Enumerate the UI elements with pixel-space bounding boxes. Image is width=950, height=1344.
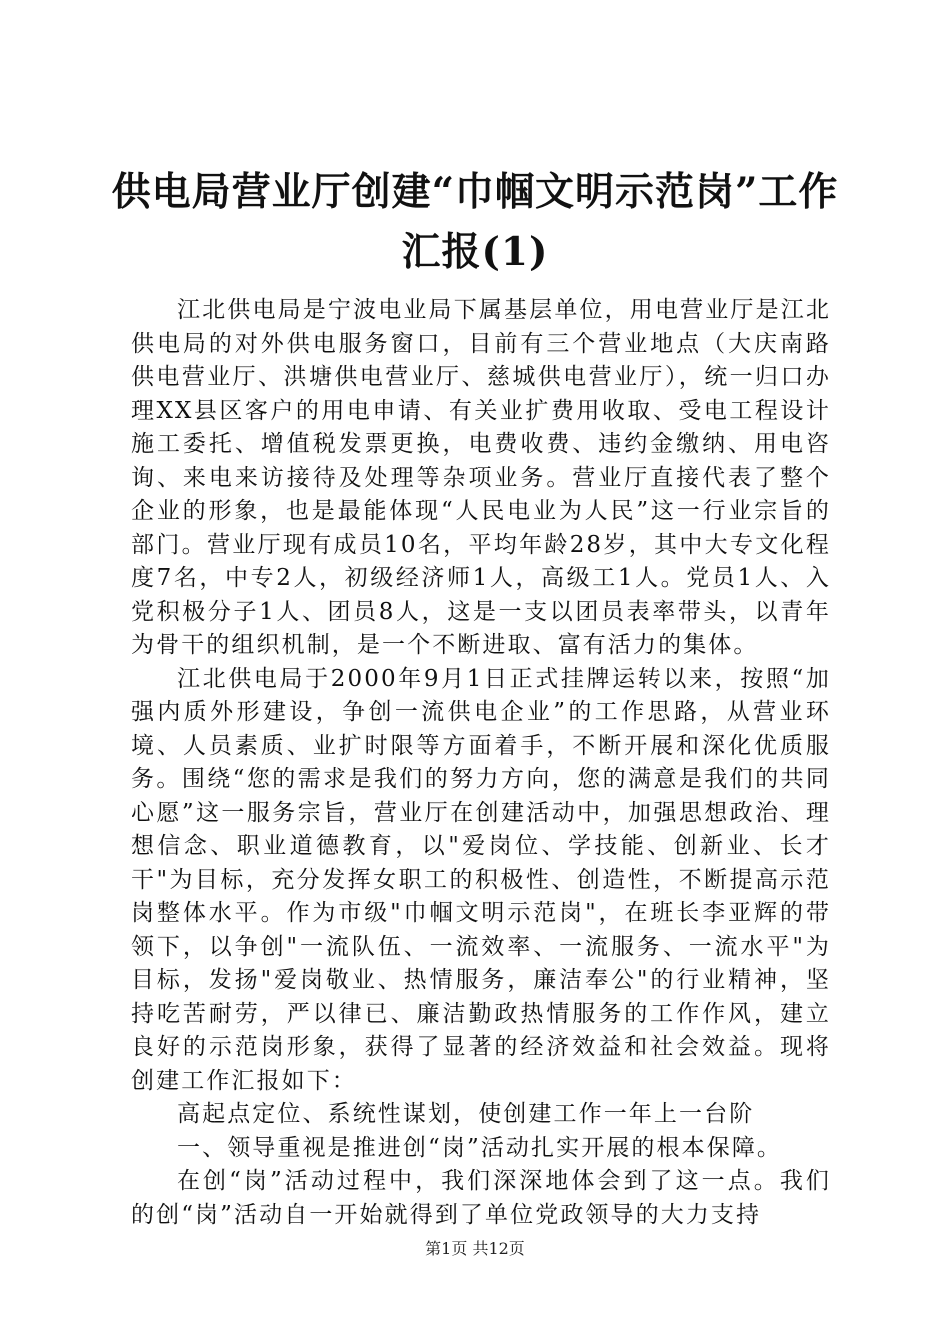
section-heading: 高起点定位、系统性谋划，使创建工作一年上一台阶 bbox=[177, 1101, 755, 1127]
document-title: 供电局营业厅创建“巾帼文明示范岗”工作汇报(1) bbox=[111, 169, 839, 275]
paragraph: 在创“岗”活动过程中，我们深深地体会到了这一点。我们的创“岗”活动自一开始就得到了单位党政领导的大力支持 bbox=[131, 1168, 831, 1228]
document-body bbox=[131, 294, 831, 1232]
section-heading: 一、领导重视是推进创“岗”活动扎实开展的根本保障。 bbox=[177, 1134, 783, 1161]
paragraph: 江北供电局是宁波电业局下属基层单位，用电营业厅是江北供电局的对外供电服务窗口，目前有三个营业地点（大庆南路供电营业厅、洪塘供电营业厅、慈城供电营业厅），统一归口办理XX县区客户的用电申请、有关业扩费用收取、受电工程设计施工委托、增值税发票更换，电费收费、违约金缴纳、用电咨询、来电来访接待及处理等杂项业务。营业厅直接代表了整个企业的形象，也是最能体现“人民电业为人民”这一行业宗旨的部门。营业厅现有成员10名，平均年龄28岁，其中大专文化程度7名，中专2人，初级经济师1人，高级工1人。党员1人、入党积极分子1人、团员8人，这是一支以团员表率带头，以青年为骨干的组织机制，是一个不断进取、富有活力的集体。 bbox=[131, 297, 831, 658]
paragraph: 江北供电局于2000年9月1日正式挂牌运转以来，按照“加强内质外形建设，争创一流供电企业”的工作思路，从营业环境、人员素质、业扩时限等方面着手，不断开展和深化优质服务。围绕“您的需求是我们的努力方向，您的满意是我们的共同心愿”这一服务宗旨，营业厅在创建活动中，加强思想政治、理想信念、职业道德教育，以"爱岗位、学技能、创新业、长才干"为目标，充分发挥女职工的积极性、创造性，不断提高示范岗整体水平。作为市级"巾帼文明示范岗"，在班长李亚辉的带领下，以争创"一流队伍、一流效率、一流服务、一流水平"为目标，发扬"爱岗敬业、热情服务，廉洁奉公"的行业精神，坚持吃苦耐劳，严以律已、廉洁勤政热情服务的工作作风，建立良好的示范岗形象，获得了显著的经济效益和社会效益。现将创建工作汇报如下： bbox=[131, 665, 831, 1094]
page-number-footer: 第1页 共12页 bbox=[425, 1239, 525, 1258]
